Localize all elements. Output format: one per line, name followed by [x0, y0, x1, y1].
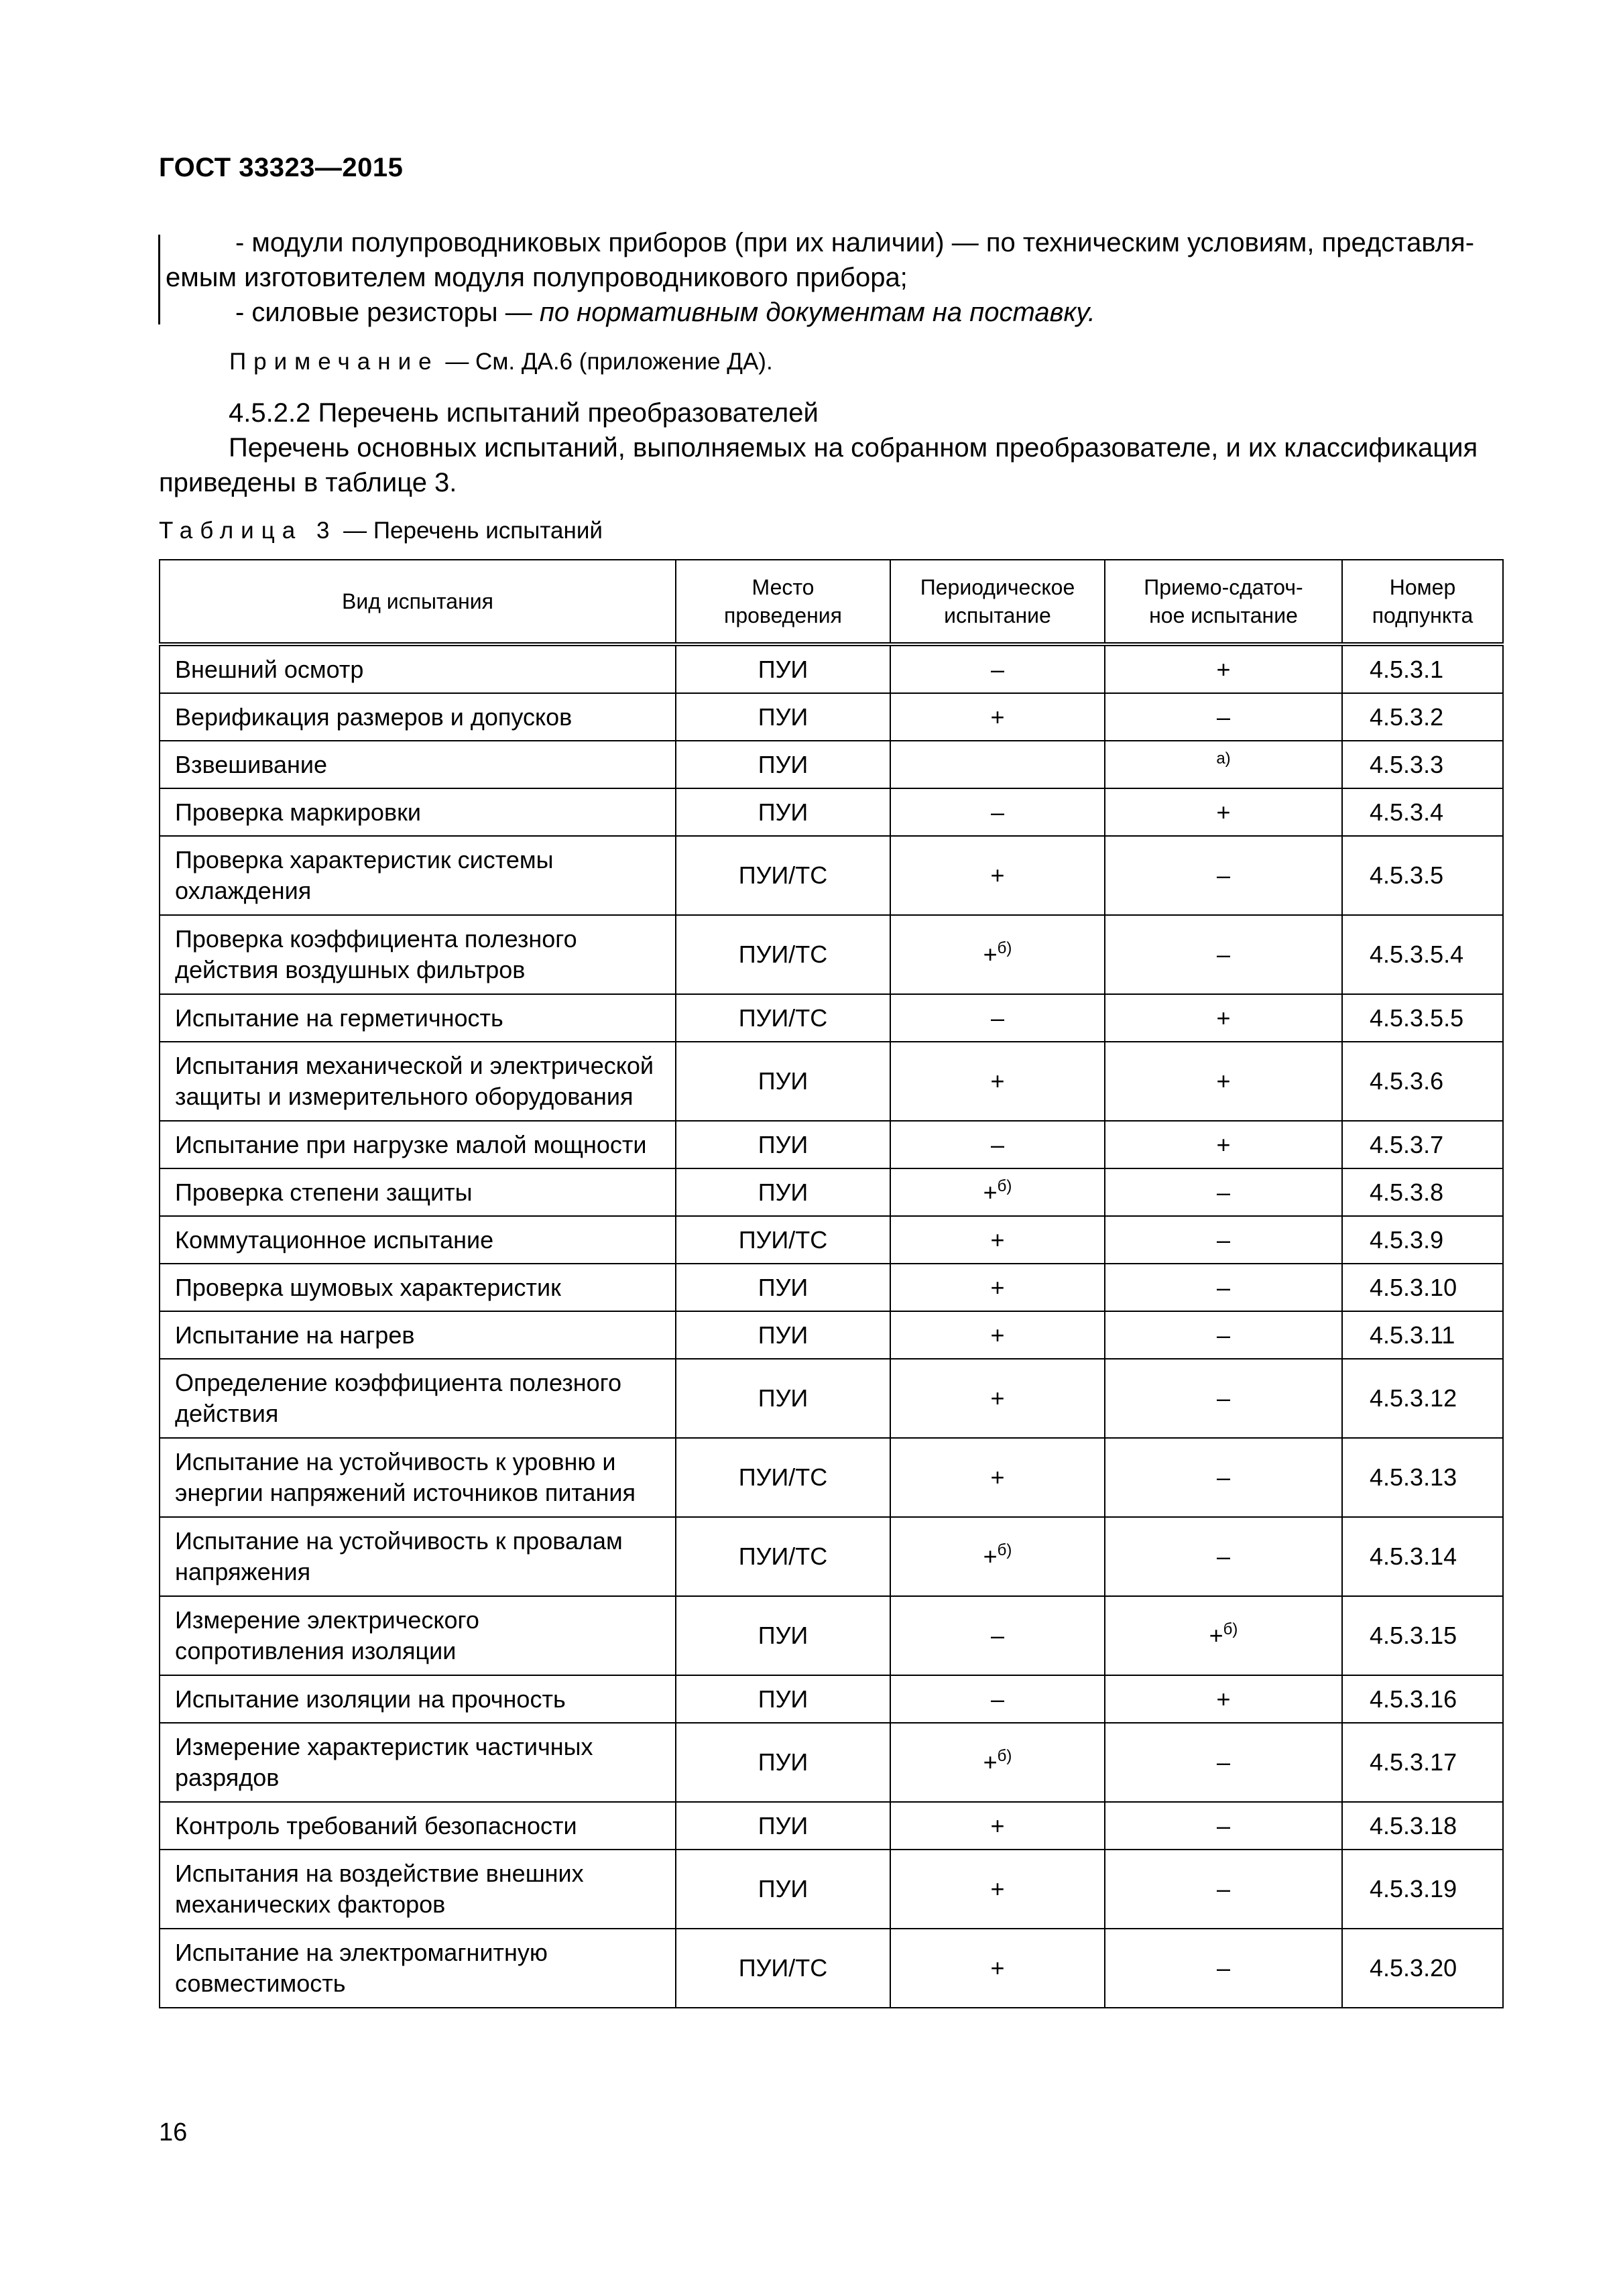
cell-periodic: – — [890, 788, 1105, 836]
header-subclause-number: Номер подпункта — [1342, 560, 1503, 644]
cell-acceptance: – — [1105, 1311, 1342, 1359]
cell-subclause-number: 4.5.3.13 — [1342, 1438, 1503, 1517]
cell-periodic: + — [890, 1438, 1105, 1517]
bullet-2-italic-text: по нормативным документам на поставку. — [539, 298, 1095, 327]
table-row — [160, 1802, 1503, 1850]
table-caption — [159, 518, 603, 544]
cell-place: ПУИ/ТС — [676, 836, 890, 915]
footnote-mark: б) — [1223, 1620, 1238, 1638]
cell-test-type: Измерение характеристик частичных разрядов — [160, 1723, 676, 1802]
cell-test-type: Коммутационное испытание — [160, 1216, 676, 1264]
cell-place: ПУИ — [676, 1802, 890, 1850]
cell-subclause-number: 4.5.3.6 — [1342, 1042, 1503, 1121]
cell-test-type: Испытание на устойчивость к уровню и энергии напряжений источников питания — [160, 1438, 676, 1517]
cell-place: ПУИ — [676, 741, 890, 788]
cell-test-type: Внешний осмотр — [160, 644, 676, 693]
cell-acceptance — [1105, 741, 1342, 788]
table-row — [160, 1216, 1503, 1264]
cell-place: ПУИ — [676, 1675, 890, 1723]
cell-subclause-number: 4.5.3.5.4 — [1342, 915, 1503, 994]
note — [229, 349, 773, 375]
cell-test-type: Верификация размеров и допусков — [160, 693, 676, 741]
cell-place: ПУИ — [676, 1596, 890, 1675]
cell-periodic: + — [890, 693, 1105, 741]
table-row — [160, 1042, 1503, 1121]
table-row — [160, 994, 1503, 1042]
cell-place: ПУИ — [676, 1121, 890, 1168]
cell-place: ПУИ — [676, 788, 890, 836]
document-code-header: ГОСТ 33323—2015 — [159, 153, 404, 182]
cell-acceptance: – — [1105, 1802, 1342, 1850]
cell-place: ПУИ/ТС — [676, 1929, 890, 2008]
cell-subclause-number: 4.5.3.10 — [1342, 1264, 1503, 1311]
cell-periodic: +$^{б)}$ — [890, 1517, 1105, 1596]
cell-place: ПУИ — [676, 1168, 890, 1216]
cell-place: ПУИ/ТС — [676, 994, 890, 1042]
cell-periodic: +$^{б)}$ — [890, 915, 1105, 994]
header-place: Место проведения — [676, 560, 890, 644]
cell-subclause-number: 4.5.3.7 — [1342, 1121, 1503, 1168]
table-row — [160, 1596, 1503, 1675]
cell-acceptance: – — [1105, 1264, 1342, 1311]
cell-subclause-number: 4.5.3.15 — [1342, 1596, 1503, 1675]
cell-acceptance: + — [1105, 1121, 1342, 1168]
cell-periodic: + — [890, 1042, 1105, 1121]
cell-acceptance: + — [1105, 788, 1342, 836]
cell-test-type: Измерение электрического сопротивления изоляции — [160, 1596, 676, 1675]
cell-subclause-number: 4.5.3.20 — [1342, 1929, 1503, 2008]
cell-subclause-number: 4.5.3.19 — [1342, 1850, 1503, 1929]
cell-test-type: Проверка степени защиты — [160, 1168, 676, 1216]
cell-subclause-number: 4.5.3.2 — [1342, 693, 1503, 741]
cell-subclause-number: 4.5.3.3 — [1342, 741, 1503, 788]
table-row — [160, 915, 1503, 994]
cell-acceptance: – — [1105, 1438, 1342, 1517]
cell-periodic: – — [890, 644, 1105, 693]
cell-test-type: Испытание изоляции на прочность — [160, 1675, 676, 1723]
cell-periodic: + — [890, 1850, 1105, 1929]
section-para-line-1: Перечень основных испытаний, выполняемых на собранном преобразователе, и их классификация — [229, 433, 1478, 463]
cell-periodic: + — [890, 1359, 1105, 1438]
cell-periodic: – — [890, 1596, 1105, 1675]
cell-place: ПУИ — [676, 1264, 890, 1311]
table-row — [160, 1929, 1503, 2008]
footnote-mark: б) — [997, 1747, 1012, 1765]
table-row — [160, 1675, 1503, 1723]
header-test-type: Вид испытания — [160, 560, 676, 644]
cell-test-type: Испытание на герметичность — [160, 994, 676, 1042]
cell-acceptance: + — [1105, 1042, 1342, 1121]
header-periodic: Периодическое испытание — [890, 560, 1105, 644]
bullet-2-text: - силовые резисторы — — [235, 298, 540, 327]
cell-place: ПУИ/ТС — [676, 1438, 890, 1517]
tests-table — [159, 559, 1504, 2008]
cell-periodic: – — [890, 994, 1105, 1042]
cell-test-type: Испытание на электромагнитную совместимость — [160, 1929, 676, 2008]
cell-place: ПУИ — [676, 1311, 890, 1359]
cell-test-type: Проверка коэффициента полезного действия воздушных фильтров — [160, 915, 676, 994]
bullet-1-line-2: емым изготовителем модуля полупроводникового прибора; — [166, 263, 908, 292]
cell-acceptance: – — [1105, 1517, 1342, 1596]
cell-acceptance: +$^{б)}$ — [1105, 1596, 1342, 1675]
cell-subclause-number: 4.5.3.16 — [1342, 1675, 1503, 1723]
cell-test-type: Испытания на воздействие внешних механических факторов — [160, 1850, 676, 1929]
cell-place: ПУИ — [676, 693, 890, 741]
table-caption-label: Таблица 3 — [159, 518, 337, 544]
cell-periodic: + — [890, 1216, 1105, 1264]
section-para-line-2: приведены в таблице 3. — [159, 468, 457, 497]
cell-acceptance: – — [1105, 1929, 1342, 2008]
cell-test-type: Взвешивание — [160, 741, 676, 788]
cell-place: ПУИ/ТС — [676, 1517, 890, 1596]
cell-subclause-number: 4.5.3.1 — [1342, 644, 1503, 693]
table-row — [160, 1359, 1503, 1438]
cell-periodic: + — [890, 1311, 1105, 1359]
cell-place: ПУИ — [676, 1850, 890, 1929]
cell-periodic: +$^{б)}$ — [890, 1723, 1105, 1802]
cell-acceptance: + — [1105, 644, 1342, 693]
cell-test-type: Испытание на устойчивость к провалам напряжения — [160, 1517, 676, 1596]
table-row — [160, 1168, 1503, 1216]
table-row — [160, 1723, 1503, 1802]
bullet-1-line-1: - модули полупроводниковых приборов (при их наличии) — по техническим условиям, представля- — [235, 228, 1475, 257]
cell-subclause-number: 4.5.3.18 — [1342, 1802, 1503, 1850]
cell-subclause-number: 4.5.3.5.5 — [1342, 994, 1503, 1042]
cell-test-type: Проверка характеристик системы охлаждения — [160, 836, 676, 915]
cell-subclause-number: 4.5.3.5 — [1342, 836, 1503, 915]
cell-subclause-number: 4.5.3.4 — [1342, 788, 1503, 836]
cell-place: ПУИ — [676, 1042, 890, 1121]
cell-subclause-number: 4.5.3.8 — [1342, 1168, 1503, 1216]
table-row — [160, 1438, 1503, 1517]
cell-acceptance: – — [1105, 1850, 1342, 1929]
cell-place: ПУИ — [676, 1723, 890, 1802]
table-row — [160, 788, 1503, 836]
bullet-2 — [159, 295, 1576, 330]
table-row — [160, 644, 1503, 693]
footnote-mark: б) — [997, 1541, 1012, 1559]
cell-periodic: + — [890, 836, 1105, 915]
cell-periodic — [890, 741, 1105, 788]
table-row — [160, 1517, 1503, 1596]
cell-acceptance: + — [1105, 994, 1342, 1042]
cell-periodic: + — [890, 1802, 1105, 1850]
cell-periodic: – — [890, 1675, 1105, 1723]
cell-periodic: + — [890, 1264, 1105, 1311]
table-row — [160, 741, 1503, 788]
cell-place: ПУИ/ТС — [676, 1216, 890, 1264]
header-acceptance: Приемо-сдаточ- ное испытание — [1105, 560, 1342, 644]
table-row — [160, 1850, 1503, 1929]
cell-subclause-number: 4.5.3.14 — [1342, 1517, 1503, 1596]
note-label: Примечание — [229, 349, 439, 375]
cell-periodic: – — [890, 1121, 1105, 1168]
cell-subclause-number: 4.5.3.12 — [1342, 1359, 1503, 1438]
cell-place: ПУИ — [676, 644, 890, 693]
table-header-row — [160, 560, 1503, 644]
cell-periodic: +$^{б)}$ — [890, 1168, 1105, 1216]
cell-acceptance: – — [1105, 836, 1342, 915]
cell-acceptance: + — [1105, 1675, 1342, 1723]
table-row — [160, 836, 1503, 915]
cell-periodic: + — [890, 1929, 1105, 2008]
cell-acceptance: – — [1105, 1168, 1342, 1216]
cell-acceptance: – — [1105, 1723, 1342, 1802]
cell-test-type: Испытания механической и электрической защиты и измерительного оборудования — [160, 1042, 676, 1121]
table-row — [160, 693, 1503, 741]
footnote-mark: а) — [1216, 749, 1231, 768]
table-row — [160, 1264, 1503, 1311]
cell-acceptance: – — [1105, 1216, 1342, 1264]
cell-test-type: Проверка шумовых характеристик — [160, 1264, 676, 1311]
note-text: — См. ДА.6 (приложение ДА). — [445, 349, 773, 375]
table-row — [160, 1121, 1503, 1168]
section-heading: 4.5.2.2 Перечень испытаний преобразователей — [229, 398, 819, 428]
footnote-mark: б) — [997, 1176, 1012, 1195]
cell-subclause-number: 4.5.3.9 — [1342, 1216, 1503, 1264]
cell-place: ПУИ/ТС — [676, 915, 890, 994]
cell-place: ПУИ — [676, 1359, 890, 1438]
cell-test-type: Контроль требований безопасности — [160, 1802, 676, 1850]
footnote-mark: б) — [997, 939, 1012, 957]
cell-test-type: Определение коэффициента полезного действия — [160, 1359, 676, 1438]
table-row — [160, 1311, 1503, 1359]
cell-subclause-number: 4.5.3.11 — [1342, 1311, 1503, 1359]
cell-subclause-number: 4.5.3.17 — [1342, 1723, 1503, 1802]
cell-acceptance: – — [1105, 1359, 1342, 1438]
cell-test-type: Испытание на нагрев — [160, 1311, 676, 1359]
cell-test-type: Проверка маркировки — [160, 788, 676, 836]
page-number: 16 — [159, 2118, 188, 2147]
cell-acceptance: – — [1105, 693, 1342, 741]
table-caption-text: — Перечень испытаний — [343, 518, 603, 544]
cell-test-type: Испытание при нагрузке малой мощности — [160, 1121, 676, 1168]
cell-acceptance: – — [1105, 915, 1342, 994]
